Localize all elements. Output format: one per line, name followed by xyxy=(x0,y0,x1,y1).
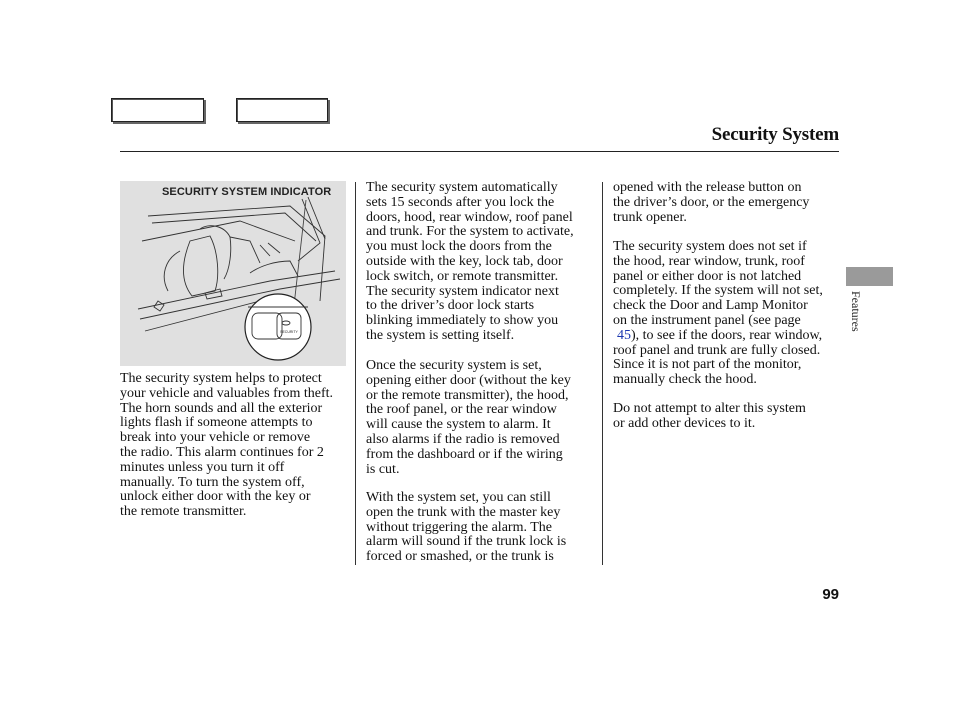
right-paragraph-1: opened with the release button on the driver’s door, or the emergency trunk opener. xyxy=(613,180,810,225)
left-paragraph-1: The security system helps to protect your vehicle and valuables from theft. The horn sounds and all the exterior lights flash if someone attempts to break into your vehicle or remove the radio. This alarm continues for 2 minutes unless you turn it off manually. To turn the system off, unlock either door with the key or the remote transmitter. xyxy=(120,371,334,520)
header-divider xyxy=(120,151,839,152)
door-panel-drawing xyxy=(120,181,346,366)
section-tab[interactable] xyxy=(846,267,893,286)
inset-security-text: SECURITY xyxy=(280,330,298,334)
right-paragraph-2-end: ), to see if the doors, rear window, roof panel and trunk are fully closed. Since it is not part of the monitor, manually check the hood. xyxy=(613,327,823,388)
previous-page-button[interactable] xyxy=(111,98,204,122)
column-divider-2 xyxy=(602,182,603,565)
page-45-link[interactable]: 45 xyxy=(617,327,631,343)
security-indicator-illustration xyxy=(120,181,346,366)
right-paragraph-2-start: The security system does not set if the hood, rear window, trunk, roof panel or either door is not latched completely. If the system will not set, check the Door and Lamp Monitor on the instrument panel (see page xyxy=(613,239,823,328)
page-number: 99 xyxy=(822,586,839,603)
column-divider-1 xyxy=(355,182,356,565)
middle-paragraph-3: With the system set, you can still open the trunk with the master key without triggering the alarm. The alarm will sound if the trunk lock is forced or smashed, or the trunk is xyxy=(366,490,567,565)
right-paragraph-3: Do not attempt to alter this system or add other devices to it. xyxy=(613,401,806,431)
right-paragraph-2 xyxy=(613,240,823,388)
page-title: Security System xyxy=(711,124,839,145)
section-tab-label: Features xyxy=(849,291,863,332)
next-page-button[interactable] xyxy=(236,98,328,122)
figure-label: SECURITY SYSTEM INDICATOR xyxy=(162,186,332,198)
middle-paragraph-1: The security system automatically sets 15 seconds after you lock the doors, hood, rear window, roof panel and trunk. For the system to activate, you must lock the doors from the outside with the key, lock tab, door lock switch, or remote transmitter. The security system indicator next to the driver’s door lock starts blinking immediately to show you the system is setting itself. xyxy=(366,180,574,343)
middle-paragraph-2: Once the security system is set, opening either door (without the key or the remote transmitter), the hood, the roof panel, or the rear window will cause the system to alarm. It also alarms if the radio is removed from the dashboard or if the wiring is cut. xyxy=(366,358,571,477)
